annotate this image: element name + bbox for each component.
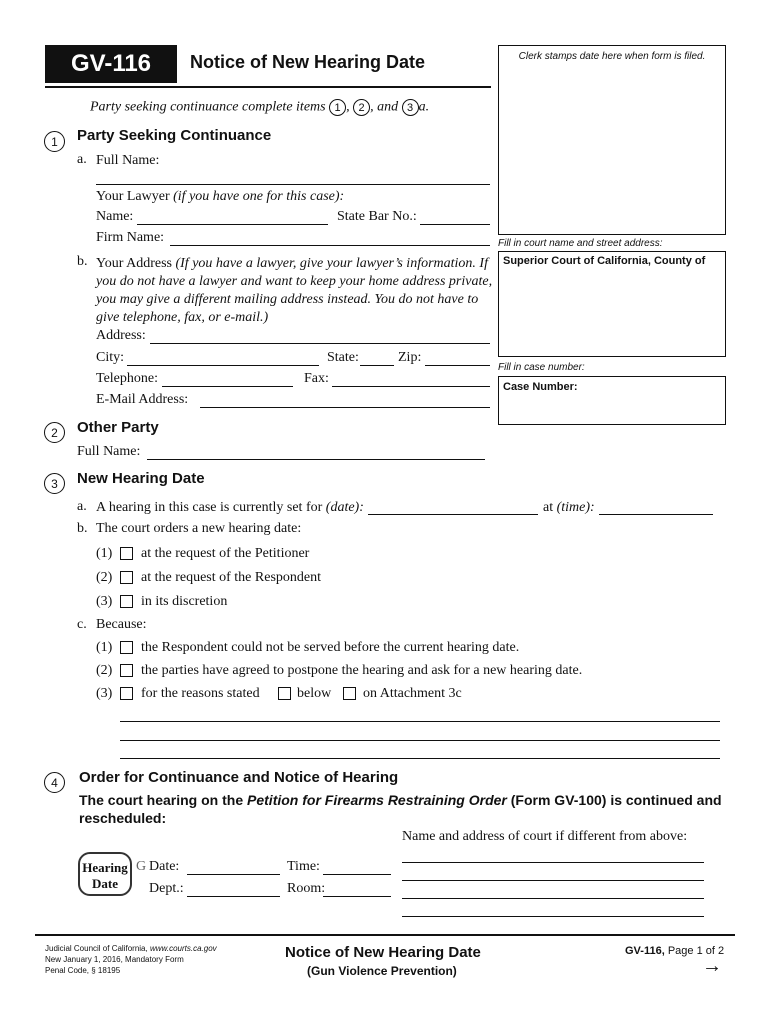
section-4-number: 4 [44, 772, 65, 793]
s3-c3-attach-label: on Attachment 3c [363, 686, 462, 701]
s1-lawyer-name-field[interactable] [137, 224, 328, 225]
s3-time-field[interactable] [599, 514, 713, 515]
s4-time-field[interactable] [323, 874, 391, 875]
s3-b3-checkbox[interactable] [120, 595, 133, 608]
s4-room-label: Room: [287, 881, 326, 896]
s1-state-label: State: [327, 350, 359, 365]
s1-bar-label: State Bar No.: [337, 209, 417, 224]
s3-b2-label: at the request of the Respondent [141, 570, 322, 585]
s3-c2-num: (2) [96, 663, 113, 678]
s3-b1-num: (1) [96, 546, 113, 561]
footer-page: GV-116, Page 1 of 2 [625, 945, 725, 957]
s3-c3-label: for the reasons stated [141, 686, 260, 701]
court-label: Superior Court of California, County of [503, 255, 706, 267]
s3-c2-label: the parties have agreed to postpone the hearing and ask for a new hearing date. [141, 663, 583, 678]
s1-city-label: City: [96, 350, 125, 365]
instr-suffix: a. [418, 99, 430, 115]
s1-name-label: Name: [96, 209, 134, 224]
court-hint: Fill in court name and street address: [498, 238, 663, 249]
s3-b2-num: (2) [96, 570, 113, 585]
section-2-number: 2 [44, 422, 65, 443]
instr-item-3: 3 [402, 99, 419, 116]
s3-b3-label: in its discretion [141, 594, 228, 609]
s3-a-text: A hearing in this case is currently set for (date): [96, 500, 364, 515]
s4-intro: The court hearing on the Petition for Firearms Restraining Order (Form GV-100) is continued and rescheduled: [79, 792, 722, 826]
s1-phone-field[interactable] [162, 386, 293, 387]
s3-c2-checkbox[interactable] [120, 664, 133, 677]
s4-court-line-3[interactable] [402, 898, 704, 899]
s1-firm-label: Firm Name: [96, 230, 165, 245]
instr-item-1: 1 [329, 99, 346, 116]
s3-c3-below-label: below [297, 686, 332, 701]
s1-zip-field[interactable] [425, 365, 490, 366]
s1-firm-field[interactable] [170, 245, 490, 246]
instr-sep-2: , and [370, 99, 399, 115]
clerk-stamp-note: Clerk stamps date here when form is filed. [518, 51, 706, 62]
section-1-number: 1 [44, 131, 65, 152]
s1-city-field[interactable] [127, 365, 319, 366]
s1-zip-label: Zip: [398, 350, 422, 365]
s3-c1-num: (1) [96, 640, 113, 655]
s3-b2-checkbox[interactable] [120, 571, 133, 584]
s1-fax-field[interactable] [332, 386, 490, 387]
section-2-heading: Other Party [77, 419, 159, 436]
footer-title: Notice of New Hearing Date [285, 944, 481, 961]
footer-subtitle: (Gun Violence Prevention) [307, 964, 457, 978]
s4-time-label: Time: [287, 859, 320, 874]
s1-full-name-field[interactable] [96, 184, 490, 185]
case-label: Case Number: [503, 381, 578, 393]
s3-b1-label: at the request of the Petitioner [141, 546, 310, 561]
instructions [90, 99, 429, 116]
next-page-arrow-icon[interactable]: → [702, 955, 722, 977]
s4-dept-field[interactable] [187, 896, 280, 897]
s1-phone-label: Telephone: [96, 371, 158, 386]
hearing-date-badge [78, 852, 132, 896]
s3-c1-checkbox[interactable] [120, 641, 133, 654]
s3-c3-below-checkbox[interactable] [278, 687, 291, 700]
s1-address-field[interactable] [150, 343, 490, 344]
s4-room-field[interactable] [323, 896, 391, 897]
s3-c1-label: the Respondent could not be served before the current hearing date. [141, 640, 520, 655]
section-4-heading: Order for Continuance and Notice of Hearing [79, 769, 399, 786]
s3-c-letter: c. [77, 617, 87, 632]
s1-lawyer-label: Your Lawyer (if you have one for this case): [96, 189, 345, 204]
s3-c3-checkbox[interactable] [120, 687, 133, 700]
s4-date-label: Date: [149, 859, 180, 874]
s4-court-line-2[interactable] [402, 880, 704, 881]
instr-sep-1: , [346, 99, 350, 115]
section-1-heading: Party Seeking Continuance [77, 127, 272, 144]
hearing-badge-line-1: Hearing [82, 860, 128, 875]
s3-b-text: The court orders a new hearing date: [96, 521, 302, 536]
case-number-box[interactable] [498, 376, 726, 425]
s1-address-label: Address: [96, 328, 146, 343]
section-3-heading: New Hearing Date [77, 470, 205, 487]
s4-court-note: Name and address of court if different from above: [402, 829, 688, 844]
s3-b3-num: (3) [96, 594, 113, 609]
s4-court-line-1[interactable] [402, 862, 704, 863]
s4-dept-label: Dept.: [149, 881, 184, 896]
footer-left: Judicial Council of California, www.courts.ca.gov New January 1, 2016, Mandatory Form Penal Code, § 18195 [45, 944, 217, 975]
s3-c-text: Because: [96, 617, 147, 632]
s1-a-letter: a. [77, 152, 87, 167]
s3-c3-attach-checkbox[interactable] [343, 687, 356, 700]
instr-item-2: 2 [353, 99, 370, 116]
s3-reasons-line-3[interactable] [120, 758, 720, 759]
badge-arrow-icon: G [136, 859, 147, 874]
s1-bar-field[interactable] [420, 224, 490, 225]
s4-court-line-4[interactable] [402, 916, 704, 917]
s3-c3-num: (3) [96, 686, 113, 701]
s1-email-field[interactable] [200, 407, 490, 408]
section-3-number: 3 [44, 473, 65, 494]
s3-reasons-line-1[interactable] [120, 721, 720, 722]
s1-email-label: E-Mail Address: [96, 392, 189, 407]
s1-address-block: Your Address (If you have a lawyer, give your lawyer’s information. If you do not have a lawyer and want to keep your home address private, you may give a different mailing address instead. You do not have to give telephone, fax, or e-mail.) [96, 256, 493, 325]
form-id-badge: GV-116 [45, 45, 177, 83]
s4-date-field[interactable] [187, 874, 280, 875]
header-rule [45, 86, 491, 88]
instructions-prefix: Party seeking continuance complete items [90, 99, 326, 115]
s3-b-letter: b. [77, 521, 88, 536]
s1-full-name-label: Full Name: [96, 153, 160, 168]
s1-state-field[interactable] [360, 365, 394, 366]
s3-at-time: at (time): [543, 500, 595, 515]
court-name-box[interactable] [498, 251, 726, 357]
s1-b-letter: b. [77, 254, 88, 269]
s1-fax-label: Fax: [304, 371, 329, 386]
s2-name-field[interactable] [147, 459, 485, 460]
s3-reasons-line-2[interactable] [120, 740, 720, 741]
clerk-stamp-box [498, 45, 726, 235]
footer-rule [35, 934, 735, 936]
s3-date-field[interactable] [368, 514, 538, 515]
s2-name-label: Full Name: [77, 444, 141, 459]
case-hint: Fill in case number: [498, 362, 585, 373]
form-title: Notice of New Hearing Date [190, 52, 426, 72]
hearing-badge-line-2: Date [92, 876, 118, 891]
s3-b1-checkbox[interactable] [120, 547, 133, 560]
s3-a-letter: a. [77, 499, 87, 514]
